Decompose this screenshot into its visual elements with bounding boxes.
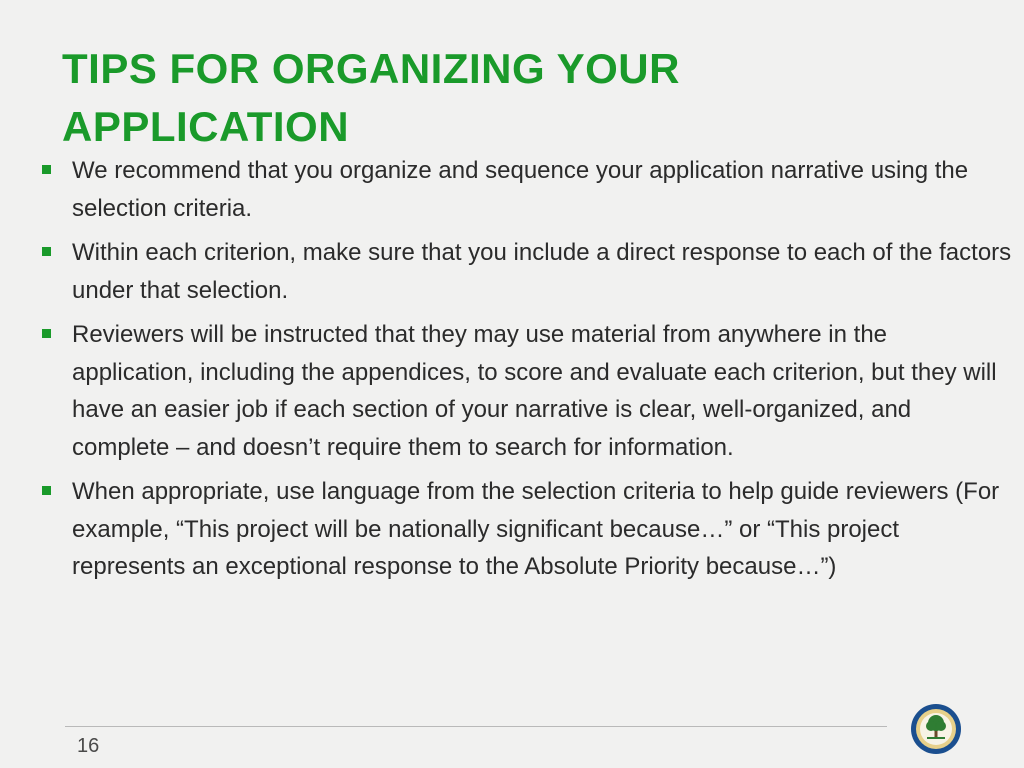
bullet-item [40, 473, 1015, 586]
slide-title [62, 40, 962, 156]
footer-divider [65, 726, 887, 727]
bullet-list [40, 152, 1015, 593]
bullet-item [40, 152, 1015, 227]
page-number: 16 [77, 735, 100, 757]
bullet-text: Within each criterion, make sure that you include a direct response to each of the factors under that selection. [72, 239, 1012, 304]
bullet-text: We recommend that you organize and sequence your application narrative using the selection criteria. [72, 157, 969, 222]
bullet-item [40, 316, 1015, 466]
square-bullet-icon [42, 486, 51, 495]
bullet-item [40, 234, 1015, 309]
slide-title-line-2: APPLICATION [62, 103, 350, 150]
square-bullet-icon [42, 165, 51, 174]
square-bullet-icon [42, 329, 51, 338]
bullet-text: When appropriate, use language from the selection criteria to help guide reviewers (For example, “This project will be nationally significant because…” or “This project represents an exceptional response to the Absolute Priority because…”) [72, 478, 1000, 580]
bullet-text: Reviewers will be instructed that they may use material from anywhere in the application, including the appendices, to score and evaluate each criterion, but they will have an easier job if each section of your narrative is clear, well-organized, and complete – and doesn’t require them to search for information. [72, 321, 997, 461]
slide-title-line-1: TIPS FOR ORGANIZING YOUR [62, 45, 680, 92]
department-seal-icon [910, 703, 962, 755]
square-bullet-icon [42, 247, 51, 256]
